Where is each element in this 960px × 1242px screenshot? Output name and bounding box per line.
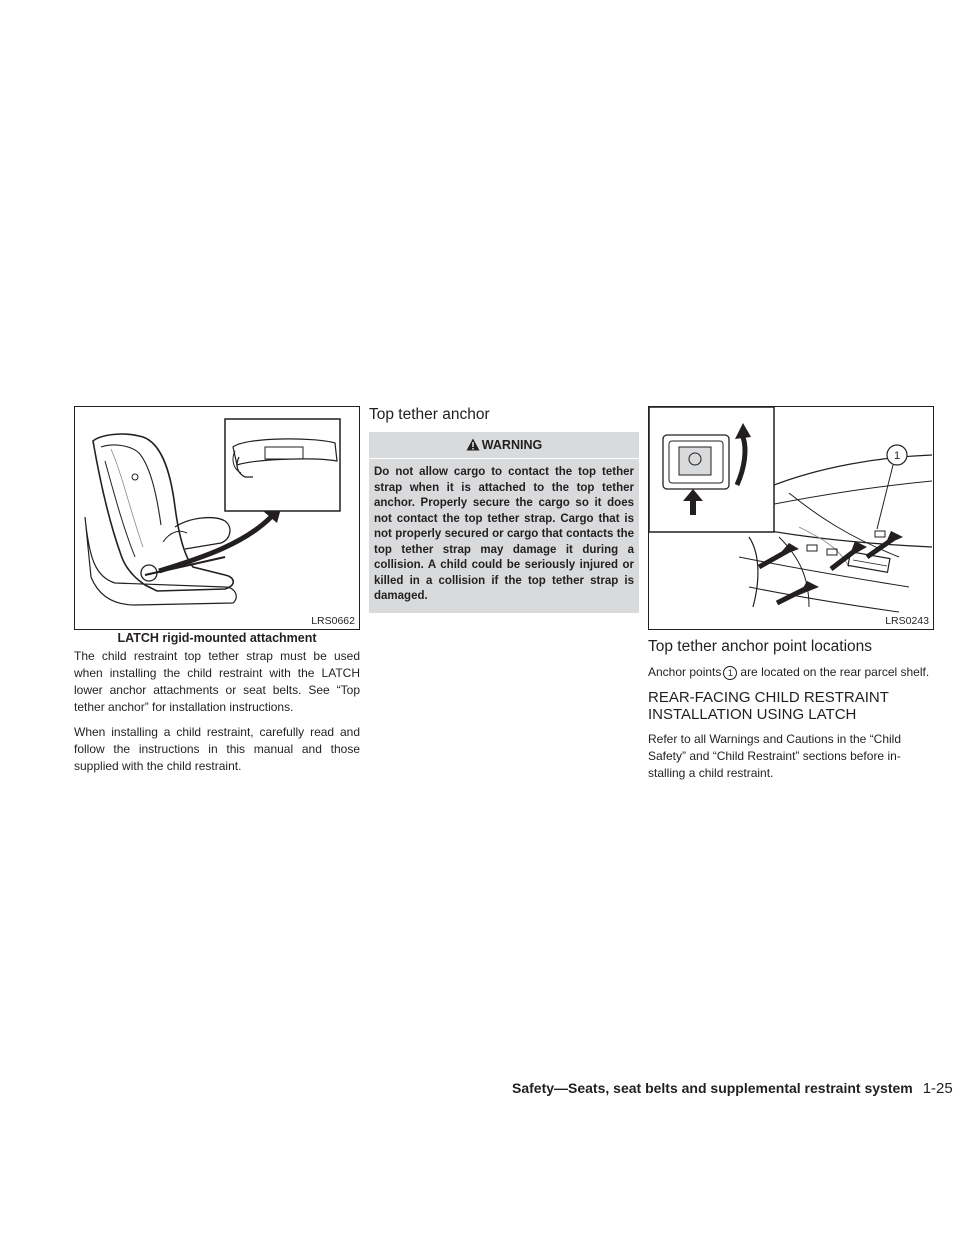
section-heading-line-2: INSTALLATION USING LATCH bbox=[648, 706, 857, 723]
anchor-text-after: are located on the rear parcel shelf. bbox=[740, 665, 930, 679]
section-heading-line-1: REAR-FACING CHILD RESTRAINT bbox=[648, 689, 889, 706]
warning-title: WARNING bbox=[481, 438, 543, 452]
parcel-shelf-illustration bbox=[649, 407, 932, 628]
paragraph-refer-warnings: Refer to all Warnings and Cautions in the “Child Safety” and “Child Restraint” sections before in-stalling a child restraint. bbox=[648, 732, 902, 780]
footer-section-title: Safety—Seats, seat belts and supplemental restraint system bbox=[512, 1080, 913, 1096]
circled-number-marker: 1 bbox=[723, 666, 737, 680]
paragraph-anchor-points bbox=[648, 664, 934, 681]
child-seat-illustration bbox=[75, 407, 358, 628]
warning-triangle-icon bbox=[466, 438, 480, 451]
left-column bbox=[74, 406, 360, 783]
heading-top-tether-anchor: Top tether anchor bbox=[369, 406, 490, 423]
figure-code: LRS0662 bbox=[311, 615, 355, 627]
page-number: 1-25 bbox=[922, 1080, 953, 1097]
heading-anchor-point-locations: Top tether anchor point locations bbox=[648, 638, 873, 655]
figure-code: LRS0243 bbox=[885, 615, 929, 627]
page-footer bbox=[512, 1080, 953, 1098]
paragraph-top-tether-use: The child restraint top tether strap must be used when installing the child restraint with the LATCH lower anchor attachments or seat belts. See “Top tether anchor” for installation instructions. bbox=[74, 649, 360, 714]
right-column bbox=[648, 406, 934, 790]
latch-figure bbox=[74, 406, 360, 630]
warning-header bbox=[369, 432, 639, 459]
callout-number: 1 bbox=[893, 450, 901, 462]
warning-box bbox=[369, 432, 639, 613]
middle-column bbox=[369, 406, 639, 613]
warning-text: Do not allow cargo to contact the top tether strap when it is attached to the top tether anchor. Properly secure the cargo so it does not contact the top tether strap. Cargo that is not properly secured or cargo that contacts the top tether strap may damage it during a collision. A child could be seriously injured or killed in a collision if the top tether strap is damaged. bbox=[374, 466, 634, 602]
paragraph-installation-instructions: When installing a child restraint, carefully read and follow the instructions in this manual and those supplied with the child restraint. bbox=[74, 725, 360, 773]
anchor-text-before: Anchor points bbox=[648, 665, 722, 679]
anchor-location-figure bbox=[648, 406, 934, 630]
section-heading-rear-facing bbox=[648, 689, 934, 723]
figure-caption: LATCH rigid-mounted attachment bbox=[117, 631, 317, 645]
